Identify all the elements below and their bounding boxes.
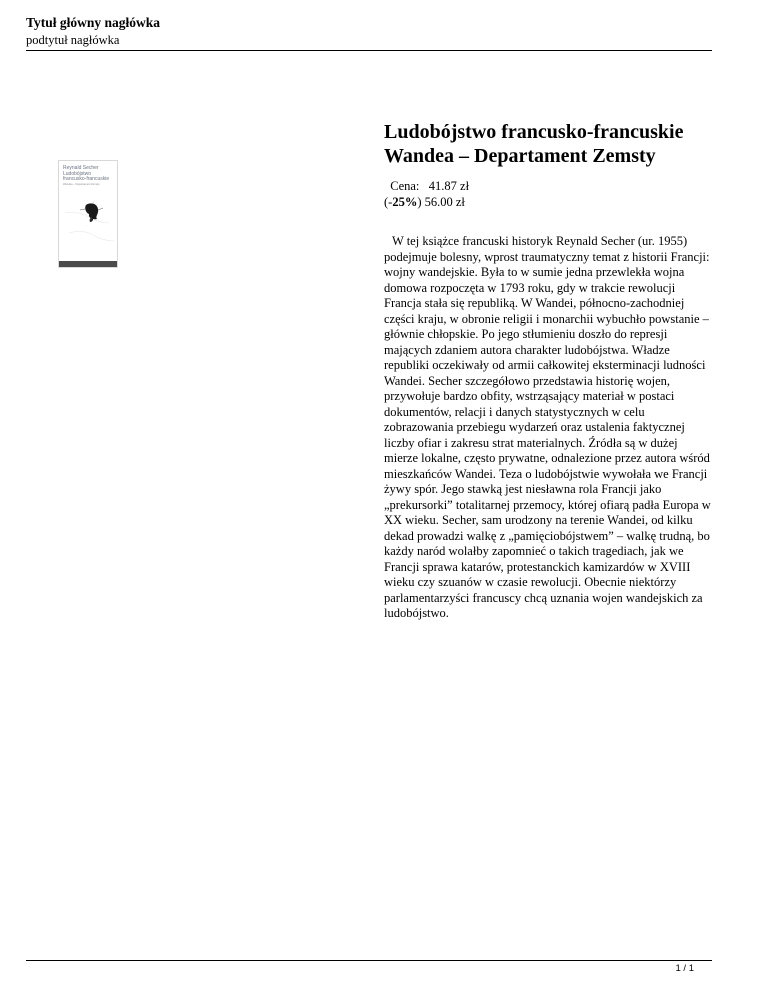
- cover-subtitle: Wandea – Departament Zemsty: [63, 182, 100, 186]
- page-number: 1 / 1: [675, 963, 694, 974]
- cover-title-line-2: francusko-francuskie: [63, 176, 110, 182]
- book-title-line-1: Ludobójstwo francusko-francuskie: [384, 121, 684, 143]
- old-price-line: [384, 194, 469, 210]
- book-title: [384, 120, 714, 168]
- price-value: 41.87 zł: [428, 179, 470, 193]
- book-title-line-2: Wandea – Departament Zemsty: [384, 145, 656, 167]
- cover-author: Reynald Secher: [63, 165, 99, 171]
- header-subtitle: podtytuł nagłówka: [26, 33, 120, 47]
- header-title: Tytuł główny nagłówka: [26, 15, 161, 30]
- price-block: [384, 178, 469, 210]
- footer-divider: [26, 960, 712, 961]
- book-cover-image: [58, 160, 118, 268]
- discount-badge: 25%: [392, 195, 418, 209]
- header-divider: [26, 50, 712, 51]
- old-price: 56.00 zł: [424, 195, 465, 209]
- book-description: W tej książce francuski historyk Reynald Secher (ur. 1955) podejmuje bolesny, wprost traumatyczny temat z historii Francji: wojny wandejskie. Była to w sumie jedna przewlekła wojna domowa rozpoczęta w 1793 roku, gdy w trakcie rewolucji Francja stała się republiką. W Wandei, północno-zachodniej części kraju, w obronie religii i monarchii wybuchło powstanie – głównie chłopskie. Po jego stłumieniu doszło do represji mających zdaniem autora charakter ludobójstwa. Władze republiki oczekiwały od armii całkowitej eksterminacji ludności Wandei. Secher szczegółowo przedstawia historię wojen, przywołuje bardzo obfity, wstrząsający materiał w postaci dokumentów, relacji i danych statystycznych w celu zobrazowania przebiegu wydarzeń oraz ustalenia faktycznej liczby ofiar i zakresu strat materialnych. Źródła są w dużej mierze lokalne, często prywatne, odnalezione przez autora wśród mieszkańców Wandei. Teza o ludobójstwie wywołała we Francji żywy spór. Jego stawką jest niesławna rola Francji jako „prekursorki” totalitarnej przemocy, której ofiarą padła Europa w XX wieku. Secher, sam urodzony na terenie Wandei, od kilku dekad prowadzi walkę z „pamięciobójstwem” – walkę trudną, bo każdy naród wolałby zapomnieć o takich tragediach, jak we Francji sprawa katarów, protestanckich kamizardów w XVIII wieku czy szuanów w czasie rewolucji. Obecnie niektórzy parlamentarzyści francuscy chcą uznania wojen wandejskich za ludobójstwo.: [384, 234, 711, 620]
- cover-bottom-bar: [59, 261, 117, 267]
- discount-open: (-: [384, 195, 393, 209]
- price-label: Cena:: [390, 179, 420, 193]
- cover-illustration-icon: [59, 161, 119, 269]
- current-price-line: [384, 178, 469, 194]
- cover-title-line-1: Ludobójstwo: [63, 170, 92, 177]
- discount-close: ): [417, 195, 422, 209]
